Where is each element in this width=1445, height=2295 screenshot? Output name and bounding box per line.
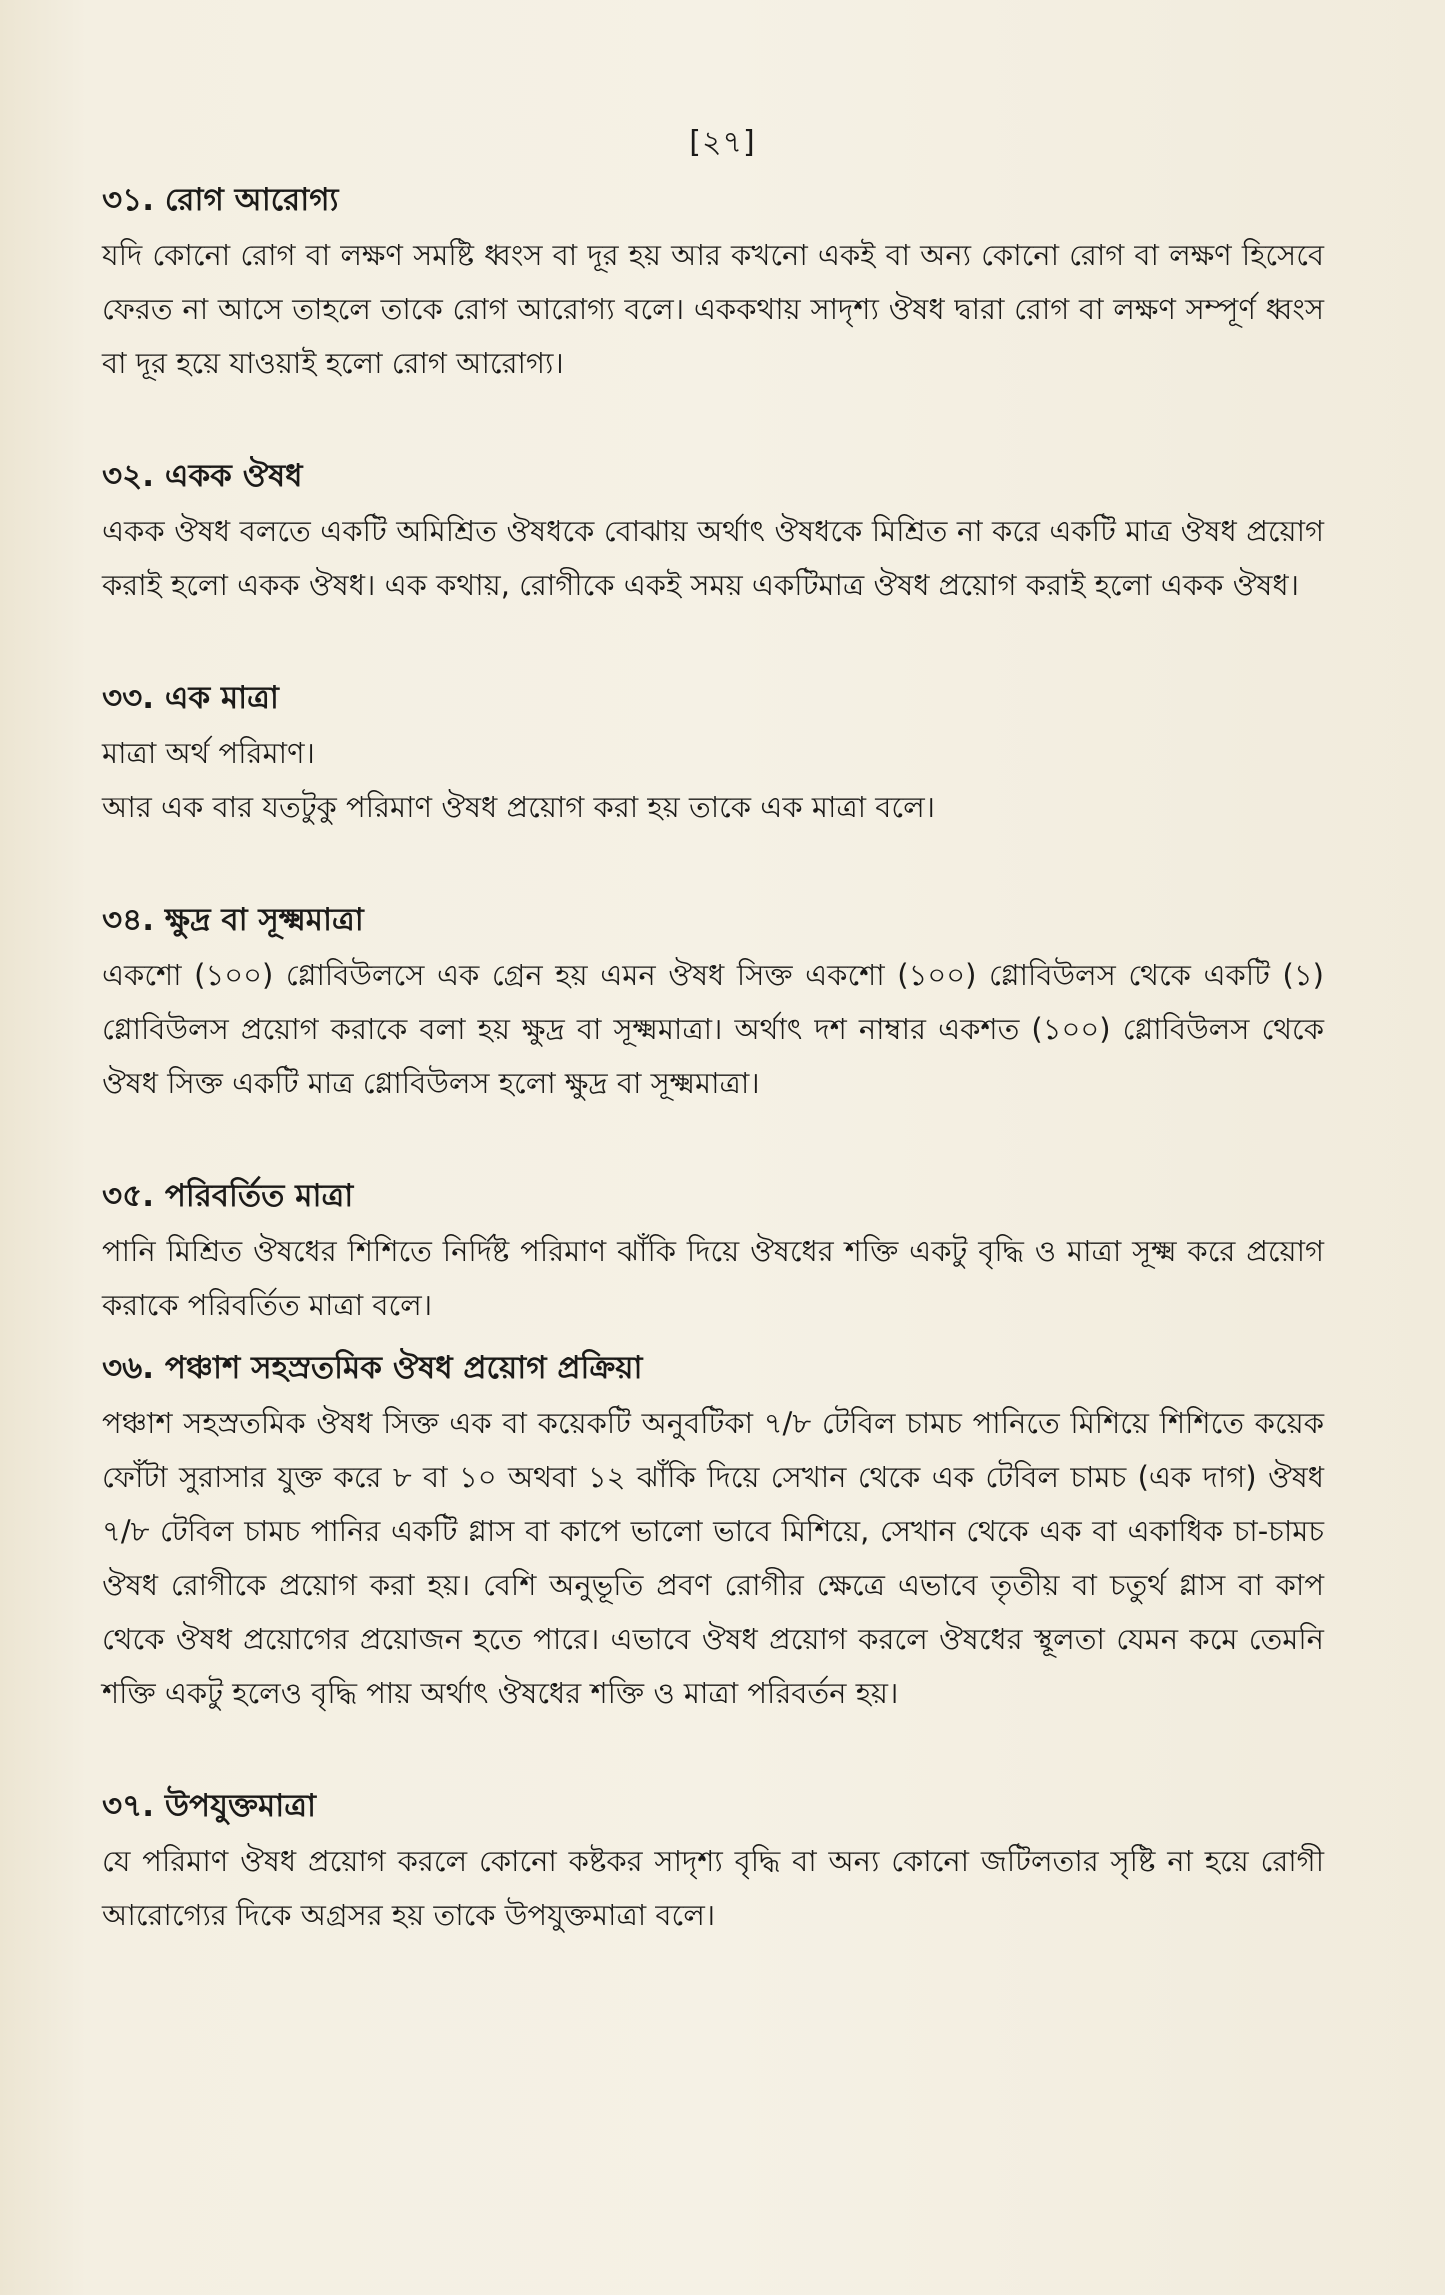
section-paragraph: যদি কোনো রোগ বা লক্ষণ সমষ্টি ধ্বংস বা দূর হয় আর কখনো একই বা অন্য কোনো রোগ বা লক্ষণ হিসেবে ফেরত না আসে তাহলে তাকে রোগ আরোগ্য বলে। এককথায় সাদৃশ্য ঔষধ দ্বারা রোগ বা লক্ষণ সম্পূর্ণ ধ্বংস বা দূর হয়ে যাওয়াই হলো রোগ আরোগ্য। (102, 238, 1324, 380)
section-35 (102, 1168, 1324, 1332)
page-number: [২৭] (689, 125, 756, 160)
section-paragraph: একক ঔষধ বলতে একটি অমিশ্রিত ঔষধকে বোঝায় অর্থাৎ ঔষধকে মিশ্রিত না করে একটি মাত্র ঔষধ প্রয়োগ করাই হলো একক ঔষধ। এক কথায়, রোগীকে একই সময় একটিমাত্র ঔষধ প্রয়োগ করাই হলো একক ঔষধ। (102, 514, 1324, 602)
section-heading: ৩৪. ক্ষুদ্র বা সূক্ষ্মমাত্রা (102, 902, 364, 938)
section-heading: ৩২. একক ঔষধ (102, 458, 303, 494)
section-37 (102, 1778, 1324, 1942)
section-34 (102, 892, 1324, 1110)
section-heading: ৩৩. এক মাত্রা (102, 680, 279, 716)
section-paragraph: পানি মিশ্রিত ঔষধের শিশিতে নির্দিষ্ট পরিমাণ ঝাঁকি দিয়ে ঔষধের শক্তি একটু বৃদ্ধি ও মাত্রা সূক্ষ্ম করে প্রয়োগ করাকে পরিবর্তিত মাত্রা বলে। (102, 1234, 1324, 1322)
section-paragraph: যে পরিমাণ ঔষধ প্রয়োগ করলে কোনো কষ্টকর সাদৃশ্য বৃদ্ধি বা অন্য কোনো জটিলতার সৃষ্টি না হয়ে রোগী আরোগ্যের দিকে অগ্রসর হয় তাকে উপযুক্তমাত্রা বলে। (102, 1844, 1324, 1932)
section-heading: ৩৫. পরিবর্তিত মাত্রা (102, 1178, 354, 1214)
section-paragraph: একশো (১০০) গ্লোবিউলসে এক গ্রেন হয় এমন ঔষধ সিক্ত একশো (১০০) গ্লোবিউলস থেকে একটি (১) গ্লোবিউলস প্রয়োগ করাকে বলা হয় ক্ষুদ্র বা সূক্ষ্মমাত্রা। অর্থাৎ দশ নাম্বার একশত (১০০) গ্লোবিউলস থেকে ঔষধ সিক্ত একটি মাত্র গ্লোবিউলস হলো ক্ষুদ্র বা সূক্ষ্মমাত্রা। (102, 958, 1324, 1100)
page-content (102, 172, 1324, 1942)
section-heading: ৩৬. পঞ্চাশ সহস্রতমিক ঔষধ প্রয়োগ প্রক্রিয়া (102, 1350, 643, 1386)
section-heading: ৩১. রোগ আরোগ্য (102, 182, 339, 218)
section-36 (102, 1340, 1324, 1720)
section-32 (102, 448, 1324, 612)
section-paragraph: পঞ্চাশ সহস্রতমিক ঔষধ সিক্ত এক বা কয়েকটি অনুবটিকা ৭/৮ টেবিল চামচ পানিতে মিশিয়ে শিশিতে কয়েক ফোঁটা সুরাসার যুক্ত করে ৮ বা ১০ অথবা ১২ ঝাঁকি দিয়ে সেখান থেকে এক টেবিল চামচ (এক দাগ) ঔষধ ৭/৮ টেবিল চামচ পানির একটি গ্লাস বা কাপে ভালো ভাবে মিশিয়ে, সেখান থেকে এক বা একাধিক চা-চামচ ঔষধ রোগীকে প্রয়োগ করা হয়। বেশি অনুভূতি প্রবণ রোগীর ক্ষেত্রে এভাবে তৃতীয় বা চতুর্থ গ্লাস বা কাপ থেকে ঔষধ প্রয়োগের প্রয়োজন হতে পারে। এভাবে ঔষধ প্রয়োগ করলে ঔষধের স্থূলতা যেমন কমে তেমনি শক্তি একটু হলেও বৃদ্ধি পায় অর্থাৎ ঔষধের শক্তি ও মাত্রা পরিবর্তন হয়। (102, 1406, 1324, 1710)
section-paragraph: মাত্রা অর্থ পরিমাণ। (102, 736, 315, 770)
section-heading: ৩৭. উপযুক্তমাত্রা (102, 1788, 317, 1824)
section-paragraph: আর এক বার যতটুকু পরিমাণ ঔষধ প্রয়োগ করা হয় তাকে এক মাত্রা বলে। (102, 790, 936, 824)
section-33 (102, 670, 1324, 834)
section-31 (102, 172, 1324, 390)
